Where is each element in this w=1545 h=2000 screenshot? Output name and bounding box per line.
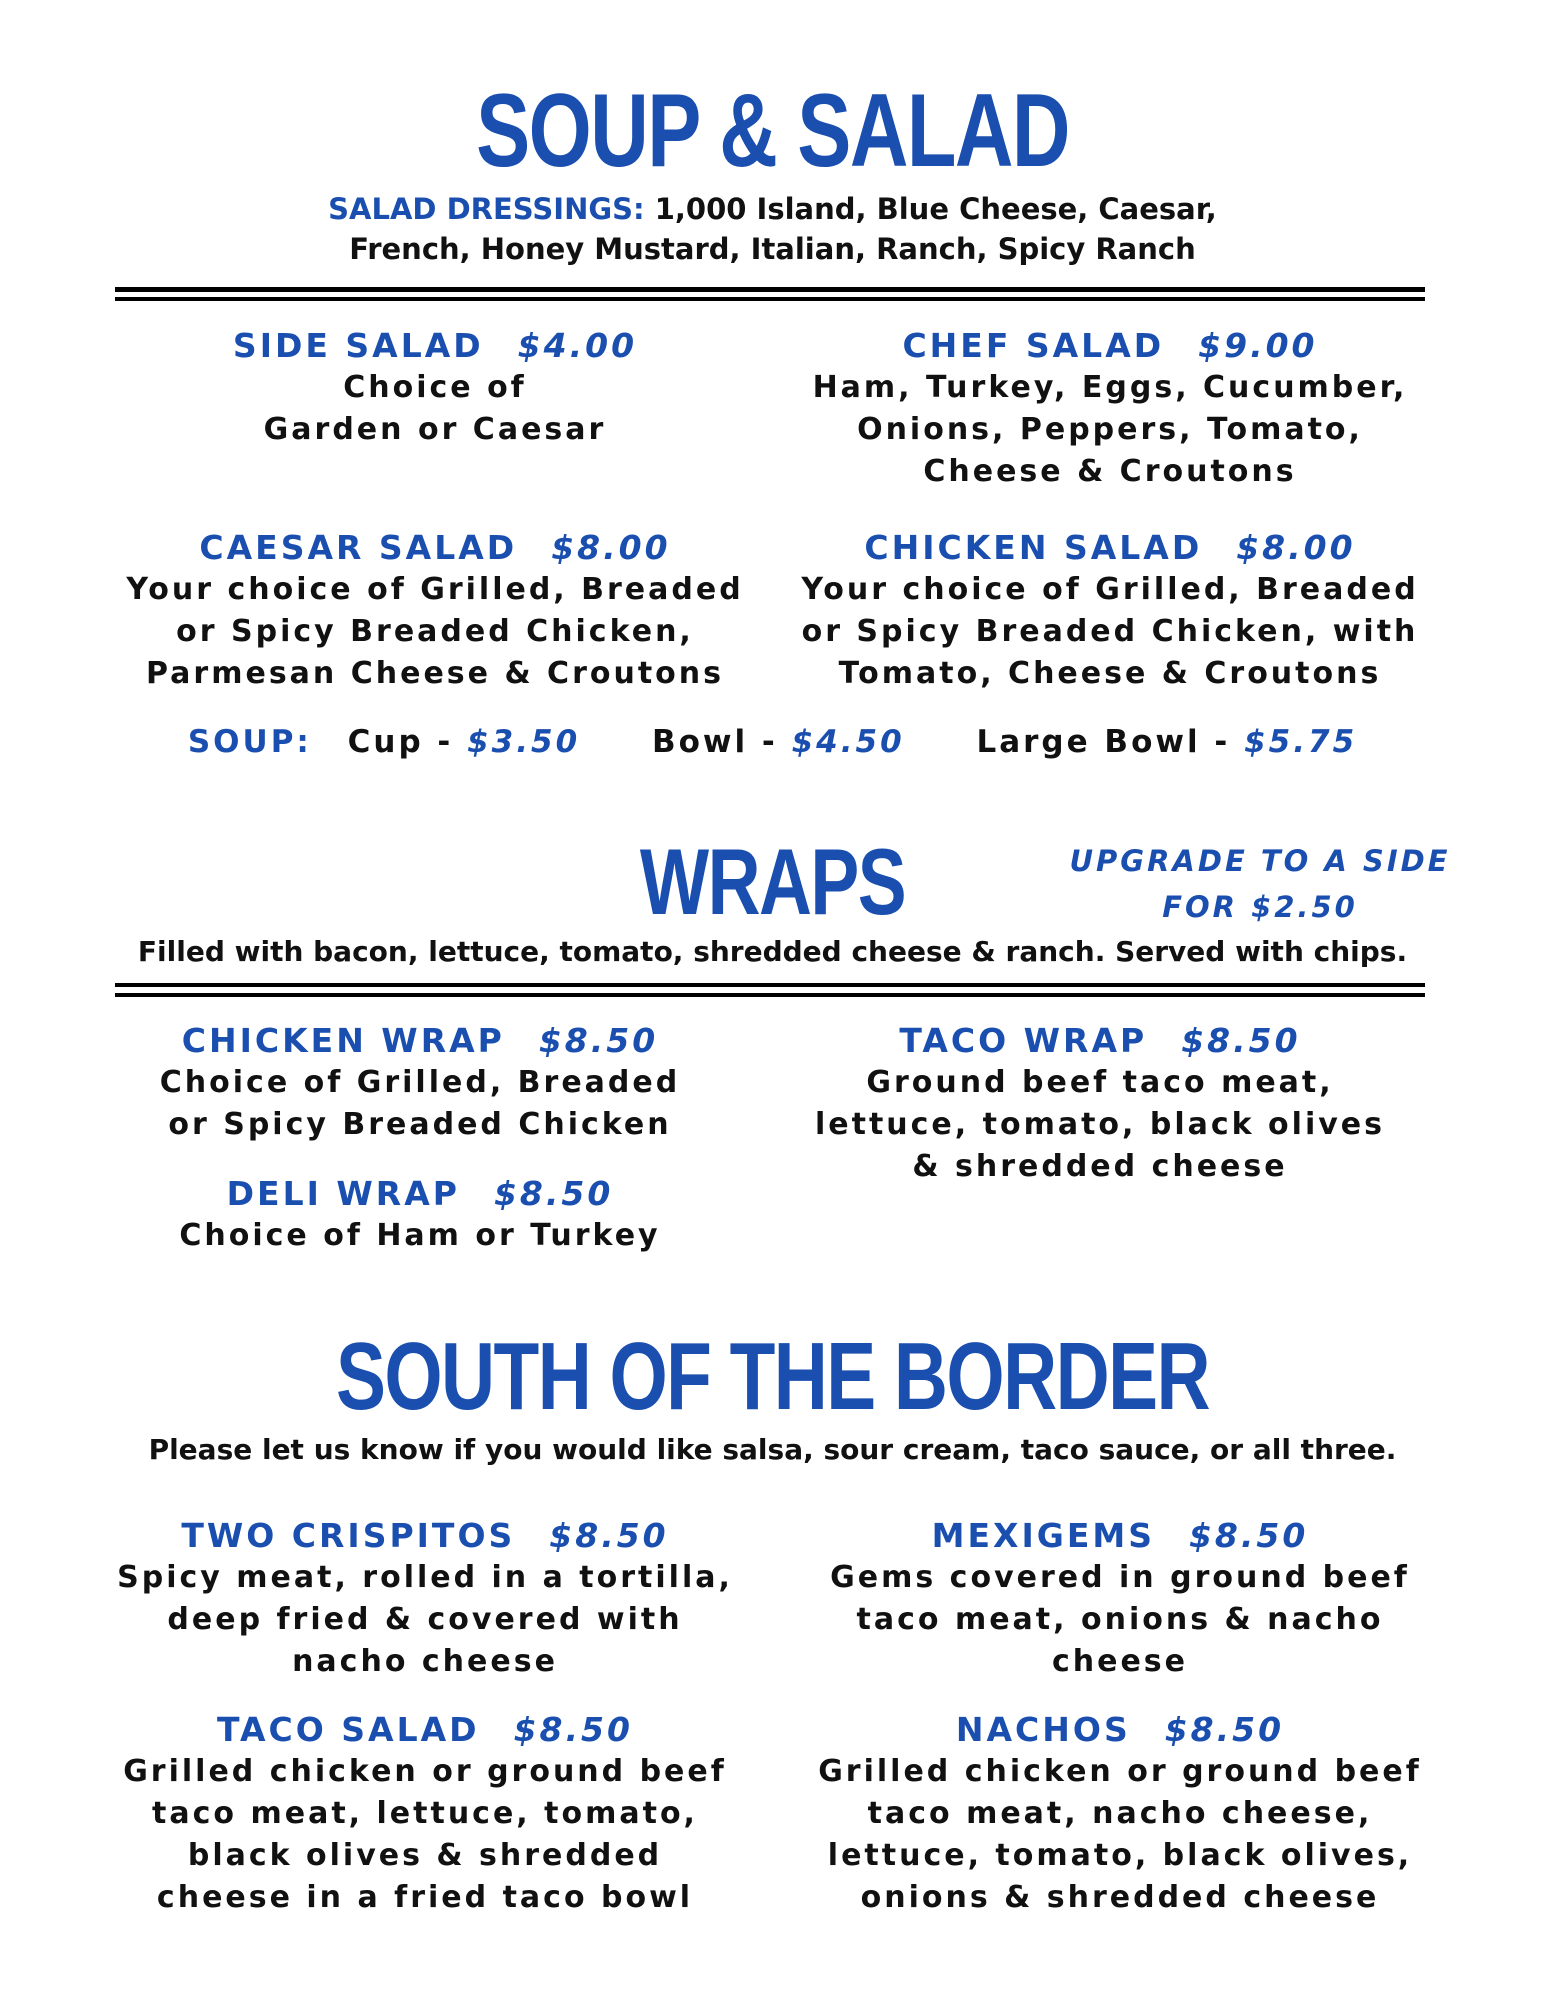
- item-price: $8.50: [1164, 1710, 1285, 1749]
- item-price: $8.50: [538, 1021, 659, 1060]
- item-desc-line: cheese: [1051, 1644, 1189, 1679]
- item-desc-line: taco meat, onions & nacho: [856, 1602, 1384, 1637]
- item-desc-line: taco meat, nacho cheese,: [867, 1796, 1373, 1831]
- item-name: TACO SALAD: [217, 1710, 480, 1749]
- menu-item-caesar-salad: [115, 527, 755, 695]
- item-price: $8.50: [1188, 1516, 1309, 1555]
- soup-cup-label: Cup -: [347, 724, 454, 760]
- item-name: CAESAR SALAD: [199, 528, 518, 567]
- upgrade-line-1: UPGRADE TO A SIDE: [1069, 844, 1451, 878]
- salad-dressings-label: SALAD DRESSINGS:: [328, 192, 645, 226]
- item-desc-line: or Spicy Breaded Chicken,: [176, 614, 694, 649]
- soup-prices: [0, 724, 1545, 760]
- item-desc-line: Tomato, Cheese & Croutons: [838, 656, 1382, 691]
- item-desc-line: Choice of: [343, 370, 527, 405]
- menu-item-two-crispitos: [105, 1515, 745, 1683]
- item-desc-line: lettuce, tomato, black olives: [814, 1107, 1385, 1142]
- item-desc-line: or Spicy Breaded Chicken, with: [801, 614, 1419, 649]
- item-desc-line: Onions, Peppers, Tomato,: [857, 412, 1363, 447]
- item-price: $8.50: [549, 1516, 669, 1555]
- south-of-the-border-title: SOUTH OF THE BORDER: [335, 1323, 1210, 1430]
- item-desc-line: nacho cheese: [292, 1644, 558, 1679]
- item-price: $8.50: [513, 1710, 633, 1749]
- salad-dressings-line-1: [0, 192, 1545, 226]
- menu-item-deli-wrap: [100, 1173, 740, 1257]
- item-desc-line: cheese in a fried taco bowl: [156, 1880, 694, 1915]
- item-desc-line: Parmesan Cheese & Croutons: [146, 656, 724, 691]
- item-name: DELI WRAP: [226, 1174, 460, 1213]
- menu-item-mexigems: [800, 1515, 1440, 1683]
- menu-item-chef-salad: [790, 325, 1430, 493]
- item-desc-line: Spicy meat, rolled in a tortilla,: [117, 1560, 733, 1595]
- soup-bowl-price: $4.50: [791, 724, 905, 760]
- item-desc-line: Garden or Caesar: [263, 412, 607, 447]
- salad-dressings-list-1: 1,000 Island, Blue Cheese, Caesar,: [654, 192, 1217, 226]
- menu-item-chicken-wrap: [100, 1020, 740, 1146]
- soup-salad-title: SOUP & SALAD: [476, 73, 1069, 189]
- menu-item-side-salad: [115, 325, 755, 451]
- item-desc-line: onions & shredded cheese: [860, 1880, 1380, 1915]
- item-name: NACHOS: [955, 1710, 1131, 1749]
- item-name: CHEF SALAD: [902, 326, 1165, 365]
- item-desc-line: Grilled chicken or ground beef: [818, 1754, 1422, 1789]
- item-desc-line: taco meat, lettuce, tomato,: [152, 1796, 698, 1831]
- divider-top: [115, 287, 1425, 292]
- soup-label: SOUP:: [187, 724, 312, 760]
- divider-bottom: [115, 993, 1425, 997]
- item-price: $9.00: [1198, 326, 1318, 365]
- item-name: SIDE SALAD: [232, 326, 484, 365]
- item-name: CHICKEN SALAD: [864, 528, 1203, 567]
- soup-cup-price: $3.50: [467, 724, 581, 760]
- wraps-subtitle: Filled with bacon, lettuce, tomato, shredded cheese & ranch. Served with chips.: [137, 935, 1408, 968]
- soup-large-bowl-label: Large Bowl -: [976, 724, 1231, 760]
- menu-item-nachos: [800, 1709, 1440, 1919]
- item-price: $8.00: [551, 528, 671, 567]
- menu-item-taco-wrap: [780, 1020, 1420, 1188]
- item-desc-line: lettuce, tomato, black olives,: [827, 1838, 1413, 1873]
- soup-bowl-label: Bowl -: [651, 724, 778, 760]
- item-desc-line: black olives & shredded: [187, 1838, 663, 1873]
- item-name: CHICKEN WRAP: [181, 1021, 505, 1060]
- salad-dressings-line-2: French, Honey Mustard, Italian, Ranch, Spicy Ranch: [349, 232, 1196, 266]
- item-desc-line: Gems covered in ground beef: [830, 1560, 1410, 1595]
- item-desc-line: Choice of Grilled, Breaded: [159, 1065, 681, 1100]
- item-desc-line: & shredded cheese: [912, 1149, 1288, 1184]
- south-subtitle: Please let us know if you would like salsa, sour cream, taco sauce, or all three.: [148, 1433, 1397, 1466]
- item-desc-line: Cheese & Croutons: [923, 454, 1297, 489]
- menu-item-taco-salad: [105, 1709, 745, 1919]
- item-desc-line: Ground beef taco meat,: [866, 1065, 1334, 1100]
- item-price: $8.50: [493, 1174, 614, 1213]
- upgrade-note: [1060, 838, 1460, 930]
- item-desc-line: Choice of Ham or Turkey: [179, 1218, 661, 1253]
- item-desc-line: or Spicy Breaded Chicken: [168, 1107, 672, 1142]
- item-desc-line: Ham, Turkey, Eggs, Cucumber,: [812, 370, 1408, 405]
- item-desc-line: Grilled chicken or ground beef: [123, 1754, 727, 1789]
- wraps-title: WRAPS: [639, 829, 906, 934]
- divider-top: [115, 983, 1425, 987]
- item-desc-line: deep fried & covered with: [167, 1602, 683, 1637]
- item-price: $8.00: [1236, 528, 1356, 567]
- item-name: TACO WRAP: [899, 1021, 1148, 1060]
- item-desc-line: Your choice of Grilled, Breaded: [801, 572, 1419, 607]
- item-desc-line: Your choice of Grilled, Breaded: [126, 572, 744, 607]
- item-price: $8.50: [1181, 1021, 1301, 1060]
- item-name: TWO CRISPITOS: [181, 1516, 516, 1555]
- soup-large-bowl-price: $5.75: [1244, 724, 1358, 760]
- upgrade-line-2: FOR $2.50: [1162, 890, 1358, 924]
- item-price: $4.00: [517, 326, 638, 365]
- divider-bottom: [115, 297, 1425, 301]
- menu-item-chicken-salad: [790, 527, 1430, 695]
- item-name: MEXIGEMS: [931, 1516, 1155, 1555]
